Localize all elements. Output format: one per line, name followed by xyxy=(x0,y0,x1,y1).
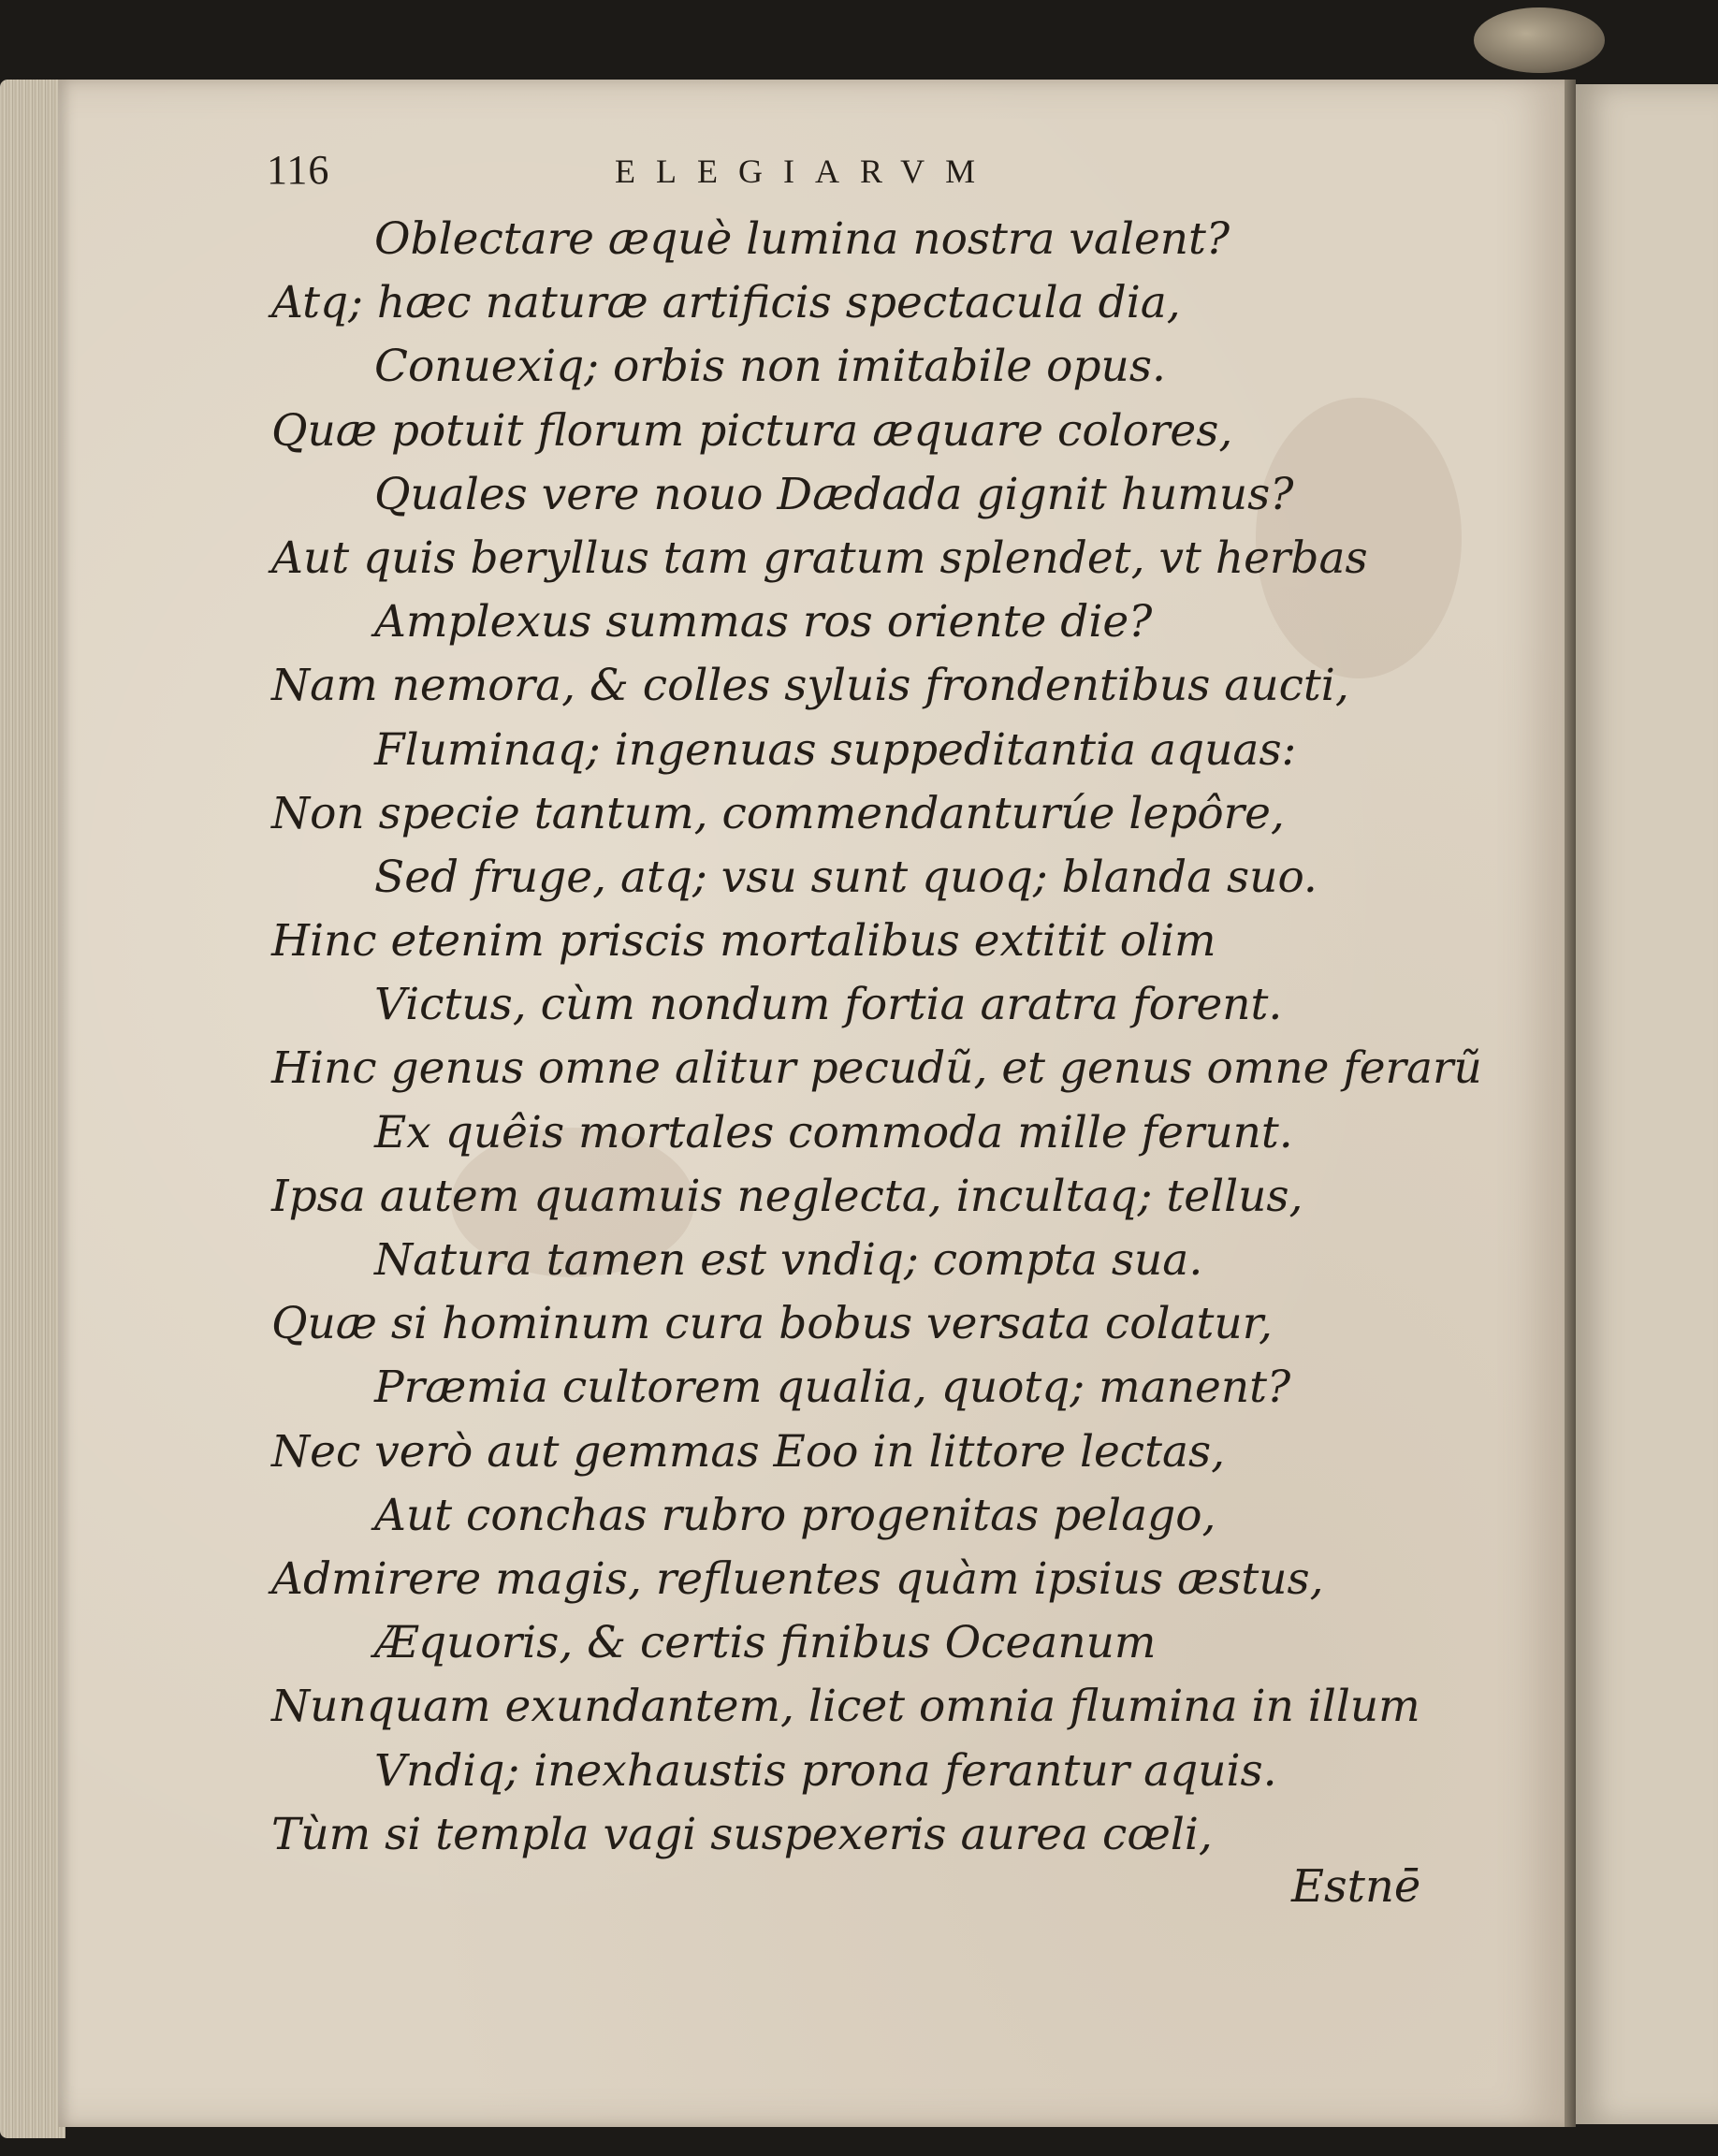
verse-line: Conuexiq; orbis non imitabile opus. xyxy=(374,341,1166,393)
verse-line: Tùm si templa vagi suspexeris aurea cœli, xyxy=(271,1808,1213,1860)
verse-line: Quales vere nouo Dædada gignit humus? xyxy=(374,468,1294,520)
running-title: ELEGIARVM xyxy=(615,153,997,190)
verse-line: Natura tamen est vndiq; compta sua. xyxy=(374,1234,1203,1286)
verse-line: Admirere magis, refluentes quàm ipsius æstus, xyxy=(271,1552,1324,1605)
running-head xyxy=(267,146,1053,202)
verse-line: Nam nemora, & colles syluis frondentibus aucti, xyxy=(271,660,1349,712)
verse-line: Quæ potuit florum pictura æquare colores, xyxy=(271,404,1233,457)
verse-line: Oblectare æquè lumina nostra valent? xyxy=(374,213,1230,265)
verse-line: Præmia cultorem qualia, quotq; manent? xyxy=(374,1362,1291,1414)
verse-line: Victus, cùm nondum fortia aratra forent. xyxy=(374,979,1283,1031)
verse-line: Fluminaq; ingenuas suppeditantia aquas: xyxy=(374,723,1297,776)
verse-line: Non specie tantum, commendanturúe lepôre, xyxy=(271,787,1285,839)
verse-line: Hinc genus omne alitur pecudũ, et genus omne ferarũ xyxy=(271,1042,1482,1095)
verse-line: Aut conchas rubro progenitas pelago, xyxy=(374,1489,1216,1541)
verse-line: Ex quêis mortales commoda mille ferunt. xyxy=(374,1106,1293,1158)
verse-line: Atq; hæc naturæ artificis spectacula dia, xyxy=(271,277,1181,329)
page-number: 116 xyxy=(267,147,330,193)
verse-block xyxy=(271,208,1507,1867)
book-clasp xyxy=(1474,7,1605,73)
facing-page xyxy=(1576,84,1718,2124)
catchword: Estnē xyxy=(1291,1860,1421,1913)
verse-line: Hinc etenim priscis mortalibus extitit olim xyxy=(271,915,1216,968)
page-edges xyxy=(0,80,66,2138)
verse-line: Ipsa autem quamuis neglecta, incultaq; tellus, xyxy=(271,1170,1303,1222)
verse-line: Nec verò aut gemmas Eoo in littore lectas, xyxy=(271,1425,1226,1478)
book-gutter xyxy=(1565,80,1576,2127)
verse-line: Nunquam exundantem, licet omnia flumina in illum xyxy=(271,1681,1420,1733)
verse-line: Æquoris, & certis finibus Oceanum xyxy=(374,1617,1157,1669)
verse-line: Aut quis beryllus tam gratum splendet, vt herbas xyxy=(271,532,1368,584)
verse-line: Amplexus summas ros oriente die? xyxy=(374,596,1153,648)
verse-line: Quæ si hominum cura bobus versata colatur, xyxy=(271,1298,1273,1350)
verse-line: Vndiq; inexhaustis prona ferantur aquis. xyxy=(374,1744,1277,1797)
verse-line: Sed fruge, atq; vsu sunt quoq; blanda suo. xyxy=(374,851,1318,903)
